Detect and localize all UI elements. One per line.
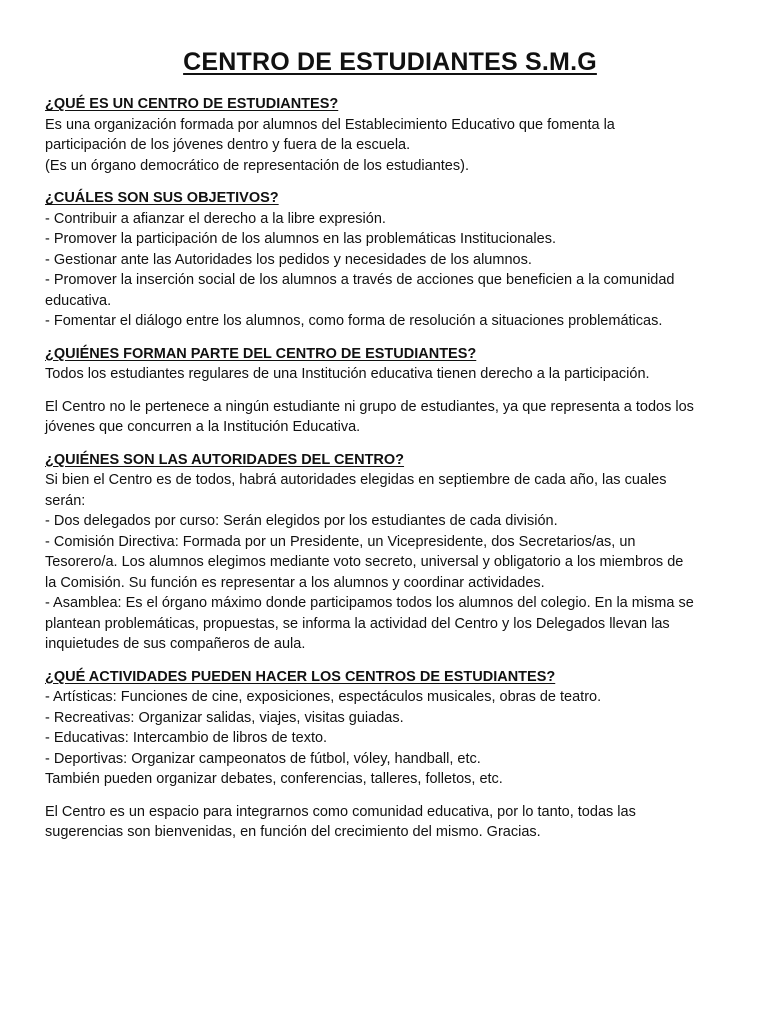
list-item: - Contribuir a afianzar el derecho a la libre expresión. xyxy=(45,210,386,227)
body-line: También pueden organizar debates, conferencias, talleres, folletos, etc. xyxy=(45,771,503,787)
body-line: Todos los estudiantes regulares de una Institución educativa tienen derecho a la participación. xyxy=(45,366,650,382)
list-item: - Asamblea: Es el órgano máximo donde participamos todos los alumnos del colegio. En la misma se xyxy=(45,595,694,611)
list-item: - Promover la inserción social de los alumnos a través de acciones que beneficien a la comunidad xyxy=(45,272,675,288)
list-item: - Deportivas: Organizar campeonatos de fútbol, vóley, handball, etc. xyxy=(45,750,481,767)
closing-line: El Centro es un espacio para integrarnos como comunidad educativa, por lo tanto, todas las xyxy=(45,803,636,820)
body-line: serán: xyxy=(45,492,86,509)
body-line: Es una organización formada por alumnos del Establecimiento Educativo que fomenta la xyxy=(45,116,615,133)
section-heading: ¿QUIÉNES FORMAN PARTE DEL CENTRO DE ESTUDIANTES? xyxy=(45,345,477,362)
body-line: Si bien el Centro es de todos, habrá autoridades elegidas en septiembre de cada año, las cuales xyxy=(45,472,667,488)
list-item-continuation: educativa. xyxy=(45,292,112,309)
body-line: El Centro no le pertenece a ningún estudiante ni grupo de estudiantes, ya que representa a todos los xyxy=(45,398,694,415)
list-item: - Educativas: Intercambio de libros de texto. xyxy=(45,730,328,746)
closing-line: sugerencias son bienvenidas, en función del crecimiento del mismo. Gracias. xyxy=(45,824,541,840)
body-line: (Es un órgano democrático de representación de los estudiantes). xyxy=(45,157,469,174)
list-item: - Artísticas: Funciones de cine, exposiciones, espectáculos musicales, obras de teatro. xyxy=(45,689,602,705)
body-line: jóvenes que concurren a la Institución Educativa. xyxy=(45,419,361,435)
list-item-continuation: la Comisión. Su función es representar a los alumnos y coordinar actividades. xyxy=(45,574,545,591)
section-heading: ¿CUÁLES SON SUS OBJETIVOS? xyxy=(45,190,279,206)
section-heading: ¿QUÉ ACTIVIDADES PUEDEN HACER LOS CENTROS DE ESTUDIANTES? xyxy=(45,668,556,685)
list-item: - Recreativas: Organizar salidas, viajes, visitas guiadas. xyxy=(45,709,404,726)
list-item: - Comisión Directiva: Formada por un Presidente, un Vicepresidente, dos Secretarios/as, un xyxy=(45,533,636,550)
section-authorities xyxy=(45,450,735,655)
document-title: CENTRO DE ESTUDIANTES S.M.G xyxy=(183,48,597,76)
section-heading: ¿QUÉ ES UN CENTRO DE ESTUDIANTES? xyxy=(45,96,339,112)
list-item-continuation: Tesorero/a. Los alumnos elegimos mediante voto secreto, universal y obligatorio a los miembros de xyxy=(45,554,684,570)
body-line: participación de los jóvenes dentro y fuera de la escuela. xyxy=(45,137,411,153)
list-item: - Promover la participación de los alumnos en las problemáticas Institucionales. xyxy=(45,231,556,247)
list-item: - Dos delegados por curso: Serán elegidos por los estudiantes de cada división. xyxy=(45,513,558,529)
section-what-is xyxy=(45,94,735,176)
list-item-continuation: plantean problemáticas, propuestas, se informa la actividad del Centro y los Delegados llevan las xyxy=(45,615,670,632)
section-activities xyxy=(45,667,735,843)
section-members xyxy=(45,344,735,438)
document-page xyxy=(45,44,735,855)
list-item: - Gestionar ante las Autoridades los pedidos y necesidades de los alumnos. xyxy=(45,251,532,268)
section-heading: ¿QUIÉNES SON LAS AUTORIDADES DEL CENTRO? xyxy=(45,451,405,468)
list-item-continuation: inquietudes de sus compañeros de aula. xyxy=(45,636,306,652)
list-item: - Fomentar el diálogo entre los alumnos, como forma de resolución a situaciones problemáticas. xyxy=(45,313,663,329)
section-objectives xyxy=(45,188,735,332)
